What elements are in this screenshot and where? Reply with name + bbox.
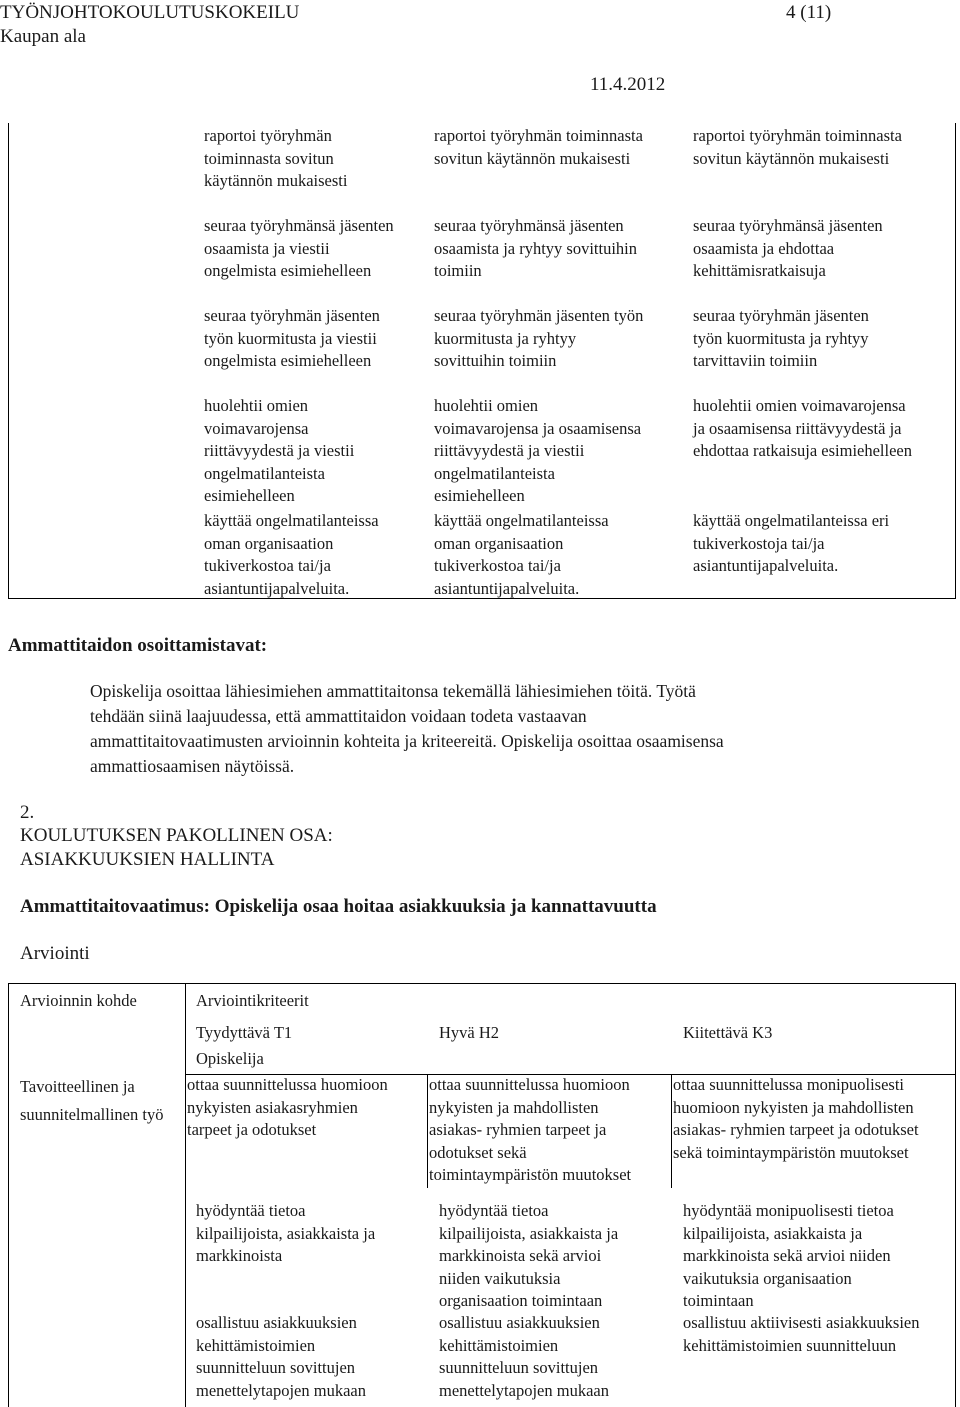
criteria-row3-k3-line: osallistuu aktiivisesti asiakkuuksien [683, 1313, 920, 1332]
table1-col2-cell-line: seuraa työryhmänsä jäsenten [434, 216, 624, 235]
table1-col2-cell-line: seuraa työryhmän jäsenten työn [434, 306, 644, 325]
table1-col1-cell-line: käytännön mukaisesti [204, 171, 348, 190]
table1-col1-cell-line: tukiverkostoa tai/ja [204, 556, 331, 575]
demo-heading: Ammattitaidon osoittamistavat: [8, 635, 268, 656]
table1-col2-cell-line: sovitun käytännön mukaisesti [434, 148, 631, 168]
criteria-row3-k3 [683, 1312, 919, 1357]
criteria-row3-k3-line: kehittämistoimien suunnitteluun [683, 1335, 897, 1355]
table1-col1-cell-line: raportoi työryhmän [204, 126, 332, 145]
section-title-line1: KOULUTUKSEN PAKOLLINEN OSA: [20, 825, 333, 846]
criteria-row1-h2-line: odotukset sekä [429, 1142, 527, 1162]
table1-col2-cell-line: asiantuntijapalveluita. [434, 578, 580, 598]
table1-col2-cell-line: osaamista ja ryhtyy sovittuihin [434, 238, 638, 258]
table2-border-top [8, 983, 956, 984]
criteria-row1-k3-line: ottaa suunnittelussa monipuolisesti [673, 1075, 904, 1094]
criteria-row3-h2 [439, 1312, 609, 1402]
table2-head-criteria: Arviointikriteerit [196, 991, 309, 1010]
criteria-row1-k3-line: asiakas- ryhmien tarpeet ja odotukset [673, 1120, 919, 1139]
requirement-heading: Ammattitaitovaatimus: Opiskelija osaa hoitaa asiakkuuksia ja kannattavuutta [20, 896, 657, 917]
table1-col2-cell [434, 395, 641, 508]
criteria-row3-t1-line: osallistuu asiakkuuksien [196, 1313, 357, 1332]
criteria-row2-t1-line: markkinoista [196, 1246, 283, 1265]
criteria-row3-t1 [196, 1312, 366, 1402]
level-k3: Kiitettävä K3 [683, 1023, 773, 1042]
table1-col1-cell-line: riittävyydestä ja viestii [204, 441, 355, 460]
criteria-row1-t1-line: ottaa suunnittelussa huomioon [187, 1075, 388, 1094]
row1-divider-b [671, 1074, 672, 1188]
criteria-row3-h2-line: menettelytapojen mukaan [439, 1380, 609, 1400]
table1-col2-cell-line: huolehtii omien [434, 396, 539, 415]
table1-col2-cell-line: oman organisaation [434, 533, 564, 553]
table1-col2-cell [434, 125, 643, 170]
criteria-row2-t1-line: kilpailijoista, asiakkaista ja [196, 1223, 376, 1243]
criteria-row2-t1-line: hyödyntää tietoa [196, 1201, 306, 1220]
criteria-row2-k3 [683, 1200, 894, 1313]
table1-col3-cell-line: osaamista ja ehdottaa [693, 238, 835, 258]
criteria-row2-k3-line: kilpailijoista, asiakkaista ja [683, 1223, 863, 1243]
table1-col3-cell-line: tarvittaviin toimiin [693, 351, 818, 370]
target-line1: Tavoitteellinen ja [20, 1077, 135, 1096]
table1-border-left [8, 123, 9, 599]
criteria-row1-h2-line: toimintaympäristön muutokset [429, 1165, 632, 1184]
criteria-row3-t1-line: kehittämistoimien [196, 1335, 316, 1355]
criteria-row1-h2-line: asiakas- ryhmien tarpeet ja [429, 1120, 607, 1139]
table1-col2-cell [434, 510, 609, 600]
table1-col1-cell-line: voimavarojensa [204, 418, 309, 438]
doc-subtitle: Kaupan ala [0, 26, 86, 47]
table1-col2-cell-line: riittävyydestä ja viestii [434, 441, 585, 460]
page-number: 4 (11) [786, 2, 832, 23]
criteria-row2-k3-line: vaikutuksia organisaation [683, 1268, 852, 1288]
table1-col3-cell-line: huolehtii omien voimavarojensa [693, 396, 906, 415]
table1-col1-cell-line: esimiehelleen [204, 486, 295, 505]
criteria-row1-t1-line: tarpeet ja odotukset [187, 1120, 317, 1139]
table1-col3-cell-line: kehittämisratkaisuja [693, 261, 826, 280]
table1-col3-cell-line: asiantuntijapalveluita. [693, 556, 839, 575]
criteria-row1-k3 [673, 1074, 919, 1164]
table1-col1-cell-line: ongelmatilanteista [204, 463, 325, 483]
criteria-row2-h2-line: markkinoista sekä arvioi [439, 1246, 602, 1265]
demo-line: ammattitaitovaatimusten arvioinnin kohteita ja kriteereitä. Opiskelija osoittaa osaamisensa [90, 731, 724, 751]
criteria-row1-h2-line: nykyisten ja mahdollisten [429, 1097, 599, 1117]
doc-title: TYÖNJOHTOKOULUTUSKOKEILU [0, 2, 300, 23]
table1-col3-cell [693, 395, 912, 463]
criteria-row3-t1-line: suunnitteluun sovittujen [196, 1358, 356, 1377]
table1-col2-cell-line: sovittuihin toimiin [434, 351, 557, 370]
table1-col2-cell-line: ongelmatilanteista [434, 463, 555, 483]
criteria-row3-h2-line: osallistuu asiakkuuksien [439, 1313, 600, 1332]
table1-col3-cell-line: ehdottaa ratkaisuja esimiehelleen [693, 441, 912, 460]
criteria-row3-h2-line: suunnitteluun sovittujen [439, 1358, 599, 1377]
table1-col3-cell-line: tukiverkostoja tai/ja [693, 533, 825, 553]
table1-col1-cell-line: työn kuormitusta ja viestii [204, 328, 377, 348]
table1-col3-cell-line: seuraa työryhmän jäsenten [693, 306, 869, 325]
table1-col3-cell [693, 305, 869, 373]
criteria-row3-t1-line: menettelytapojen mukaan [196, 1380, 366, 1400]
table1-col1-cell [204, 510, 379, 600]
table1-col1-cell-line: oman organisaation [204, 533, 334, 553]
demo-paragraph [90, 679, 940, 779]
table2-head-target: Arvioinnin kohde [20, 991, 137, 1010]
row1-top-line [185, 1074, 955, 1075]
table2-border-right [955, 983, 956, 1407]
criteria-row1-h2 [429, 1074, 631, 1187]
table1-col3-cell-line: käyttää ongelmatilanteissa eri [693, 511, 890, 530]
table1-border-right [955, 123, 956, 599]
criteria-row2-k3-line: toimintaan [683, 1291, 754, 1310]
table1-col1-cell-line: asiantuntijapalveluita. [204, 578, 350, 598]
demo-line: Opiskelija osoittaa lähiesimiehen ammattitaitonsa tekemällä lähiesimiehen töitä. Työtä [90, 681, 696, 701]
criteria-row3-h2-line: kehittämistoimien [439, 1335, 559, 1355]
table1-col1-cell-line: seuraa työryhmänsä jäsenten [204, 216, 394, 235]
demo-line: ammattiosaamisen näytöissä. [90, 756, 295, 776]
opiskelija-label: Opiskelija [196, 1049, 264, 1068]
table1-col3-cell-line: ja osaamisensa riittävyydestä ja [693, 418, 902, 438]
table1-col2-cell-line: toimiin [434, 261, 482, 280]
criteria-row2-t1 [196, 1200, 375, 1268]
criteria-row1-t1-line: nykyisten asiakasryhmien [187, 1097, 358, 1117]
table1-col1-cell-line: ongelmista esimiehelleen [204, 261, 372, 280]
criteria-row2-k3-line: markkinoista sekä arvioi niiden [683, 1246, 891, 1265]
level-t1: Tyydyttävä T1 [196, 1023, 293, 1042]
target-line2: suunnitelmallinen työ [20, 1105, 164, 1124]
table1-col3-cell [693, 125, 902, 170]
criteria-row2-h2-line: niiden vaikutuksia [439, 1268, 561, 1288]
table1-col1-cell-line: osaamista ja viestii [204, 238, 330, 258]
criteria-row1-t1 [187, 1074, 388, 1142]
table1-col2-cell-line: tukiverkostoa tai/ja [434, 556, 561, 575]
table1-col3-cell-line: seuraa työryhmänsä jäsenten [693, 216, 883, 235]
section-title-line2: ASIAKKUUKSIEN HALLINTA [20, 849, 275, 870]
criteria-row2-h2-line: organisaation toimintaan [439, 1291, 603, 1310]
table1-col1-cell-line: toiminnasta sovitun [204, 148, 334, 168]
table1-col2-cell [434, 215, 637, 283]
table1-col3-cell-line: sovitun käytännön mukaisesti [693, 148, 890, 168]
table1-col2-cell-line: esimiehelleen [434, 486, 525, 505]
table1-col2-cell [434, 305, 643, 373]
table1-col1-cell [204, 305, 380, 373]
criteria-row1-k3-line: huomioon nykyisten ja mahdollisten [673, 1097, 914, 1117]
table1-col3-cell-line: raportoi työryhmän toiminnasta [693, 126, 902, 145]
table1-col2-cell-line: voimavarojensa ja osaamisensa [434, 418, 642, 438]
table1-col1-cell [204, 125, 347, 193]
table1-col1-cell-line: seuraa työryhmän jäsenten [204, 306, 380, 325]
table1-col3-cell [693, 215, 883, 283]
criteria-row2-h2-line: kilpailijoista, asiakkaista ja [439, 1223, 619, 1243]
criteria-row2-h2 [439, 1200, 618, 1313]
table1-col2-cell-line: käyttää ongelmatilanteissa [434, 511, 609, 530]
table1-col1-cell-line: käyttää ongelmatilanteissa [204, 511, 379, 530]
section-number: 2. [20, 802, 35, 823]
table1-col1-cell-line: ongelmista esimiehelleen [204, 351, 372, 370]
table1-col3-cell [693, 510, 889, 578]
criteria-row1-h2-line: ottaa suunnittelussa huomioon [429, 1075, 630, 1094]
criteria-row2-h2-line: hyödyntää tietoa [439, 1201, 549, 1220]
criteria-row2-k3-line: hyödyntää monipuolisesti tietoa [683, 1201, 894, 1220]
table1-col1-cell-line: huolehtii omien [204, 396, 309, 415]
doc-date: 11.4.2012 [590, 74, 666, 95]
table1-col3-cell-line: työn kuormitusta ja ryhtyy [693, 328, 869, 348]
table1-col2-cell-line: kuormitusta ja ryhtyy [434, 328, 577, 348]
table2-divider [185, 983, 186, 1407]
table1-col1-cell [204, 215, 394, 283]
row1-divider-a [427, 1074, 428, 1188]
demo-line: tehdään siinä laajuudessa, että ammattitaidon voidaan todeta vastaavan [90, 706, 587, 726]
table2-border-left [8, 983, 9, 1407]
table1-col1-cell [204, 395, 354, 508]
table1-col2-cell-line: raportoi työryhmän toiminnasta [434, 126, 643, 145]
criteria-row1-k3-line: sekä toimintaympäristön muutokset [673, 1142, 909, 1162]
arviointi-heading: Arviointi [20, 943, 90, 964]
level-h2: Hyvä H2 [439, 1023, 500, 1042]
